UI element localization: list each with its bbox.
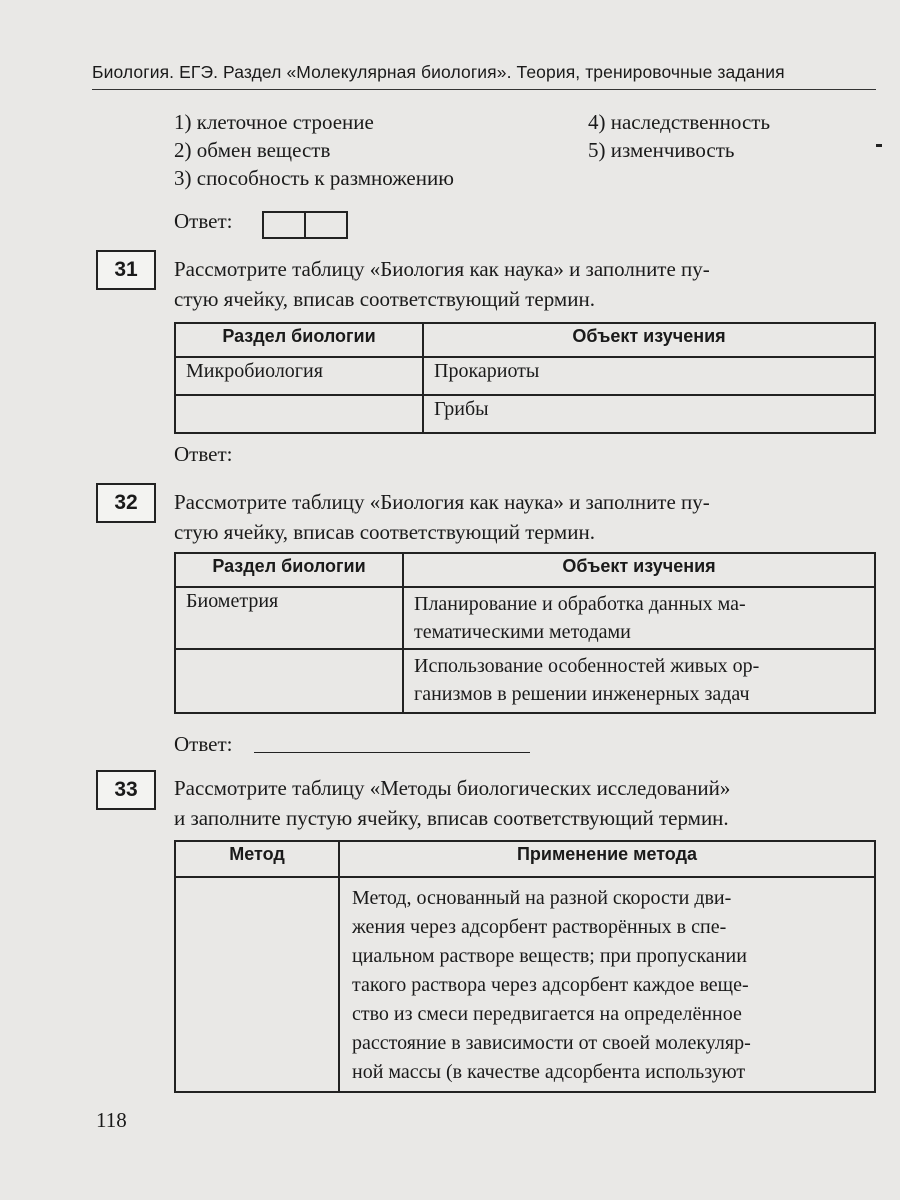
col-header-object: Объект изучения xyxy=(423,323,875,357)
table-cell: Метод, основанный на разной скорости дви- жения через адсорбент растворённых в спе- циальном растворе веществ; при пропускании такого раствора через адсорбент каждое веще- ство из смеси передвигается на определённое расстояние в зависимости от своей молекуляр- ной массы (в качестве адсорбента используют xyxy=(339,877,875,1092)
option-3: 3) способность к размножению xyxy=(174,166,454,190)
col-header-section: Раздел биологии xyxy=(175,323,423,357)
question-31-prompt xyxy=(174,254,710,314)
running-header: Биология. ЕГЭ. Раздел «Молекулярная биология». Теория, тренировочные задания xyxy=(92,62,876,90)
question-number-31: 31 xyxy=(96,250,156,290)
ink-mark xyxy=(876,144,882,147)
answer-label: Ответ: xyxy=(174,209,233,233)
option-1: 1) клеточное строение xyxy=(174,110,374,134)
question-number-32: 32 xyxy=(96,483,156,523)
prompt-line: Рассмотрите таблицу «Методы биологических исследований» xyxy=(174,776,731,800)
answer-label: Ответ: xyxy=(174,442,233,466)
prompt-line: стую ячейку, вписав соответствующий термин. xyxy=(174,520,595,544)
page-number: 118 xyxy=(96,1108,127,1132)
question-32-prompt xyxy=(174,487,710,547)
col-header-section: Раздел биологии xyxy=(175,553,403,587)
answer-line[interactable] xyxy=(254,752,530,753)
table-33 xyxy=(174,840,876,1093)
empty-cell[interactable] xyxy=(175,395,423,433)
prompt-line: и заполните пустую ячейку, вписав соответствующий термин. xyxy=(174,806,729,830)
prompt-line: стую ячейку, вписав соответствующий термин. xyxy=(174,287,595,311)
empty-cell[interactable] xyxy=(175,877,339,1092)
table-cell: Планирование и обработка данных ма- тематическими методами xyxy=(403,587,875,649)
empty-cell[interactable] xyxy=(175,649,403,713)
table-31 xyxy=(174,322,876,434)
answer-boxes[interactable] xyxy=(262,211,348,239)
prompt-line: Рассмотрите таблицу «Биология как наука» и заполните пу- xyxy=(174,490,710,514)
question-33-prompt xyxy=(174,773,730,833)
answer-label: Ответ: xyxy=(174,732,233,756)
table-cell: Прокариоты xyxy=(423,357,875,395)
table-32 xyxy=(174,552,876,714)
table-cell: Биометрия xyxy=(175,587,403,649)
col-header-method: Метод xyxy=(175,841,339,877)
option-4: 4) наследственность xyxy=(588,110,771,134)
col-header-application: Применение метода xyxy=(339,841,875,877)
table-cell: Использование особенностей живых ор- ганизмов в решении инженерных задач xyxy=(403,649,875,713)
col-header-object: Объект изучения xyxy=(403,553,875,587)
option-5: 5) изменчивость xyxy=(588,138,735,162)
prompt-line: Рассмотрите таблицу «Биология как наука» и заполните пу- xyxy=(174,257,710,281)
question-number-33: 33 xyxy=(96,770,156,810)
option-2: 2) обмен веществ xyxy=(174,138,331,162)
table-cell: Грибы xyxy=(423,395,875,433)
table-cell: Микробиология xyxy=(175,357,423,395)
